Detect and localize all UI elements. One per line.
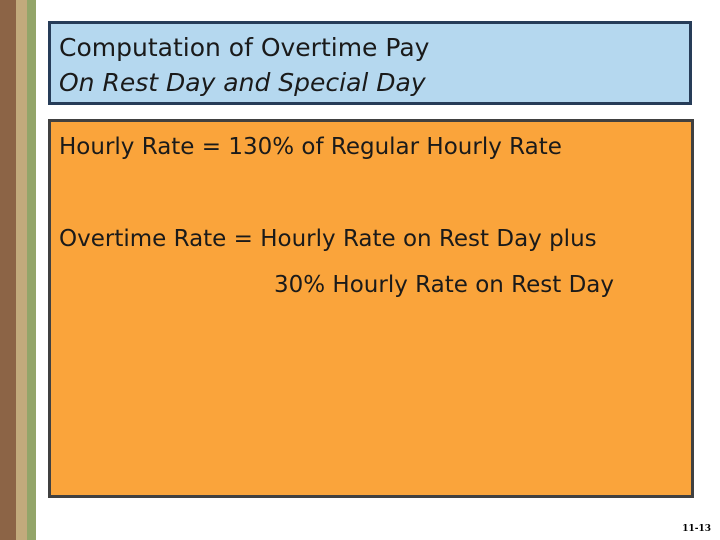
overtime-rate-continuation-text: 30% Hourly Rate on Rest Day — [274, 272, 614, 298]
decorative-stripe-tan — [16, 0, 27, 540]
slide-subtitle: On Rest Day and Special Day — [59, 68, 426, 97]
slide-title: Computation of Overtime Pay — [59, 33, 430, 62]
decorative-stripe-brown — [0, 0, 16, 540]
slide-title-box — [48, 21, 692, 105]
page-number: 11-13 — [682, 524, 711, 534]
overtime-rate-text: Overtime Rate = Hourly Rate on Rest Day plus — [59, 226, 597, 252]
hourly-rate-text: Hourly Rate = 130% of Regular Hourly Rate — [59, 134, 562, 160]
slide-content-box — [48, 119, 694, 498]
decorative-stripe-green — [27, 0, 36, 540]
